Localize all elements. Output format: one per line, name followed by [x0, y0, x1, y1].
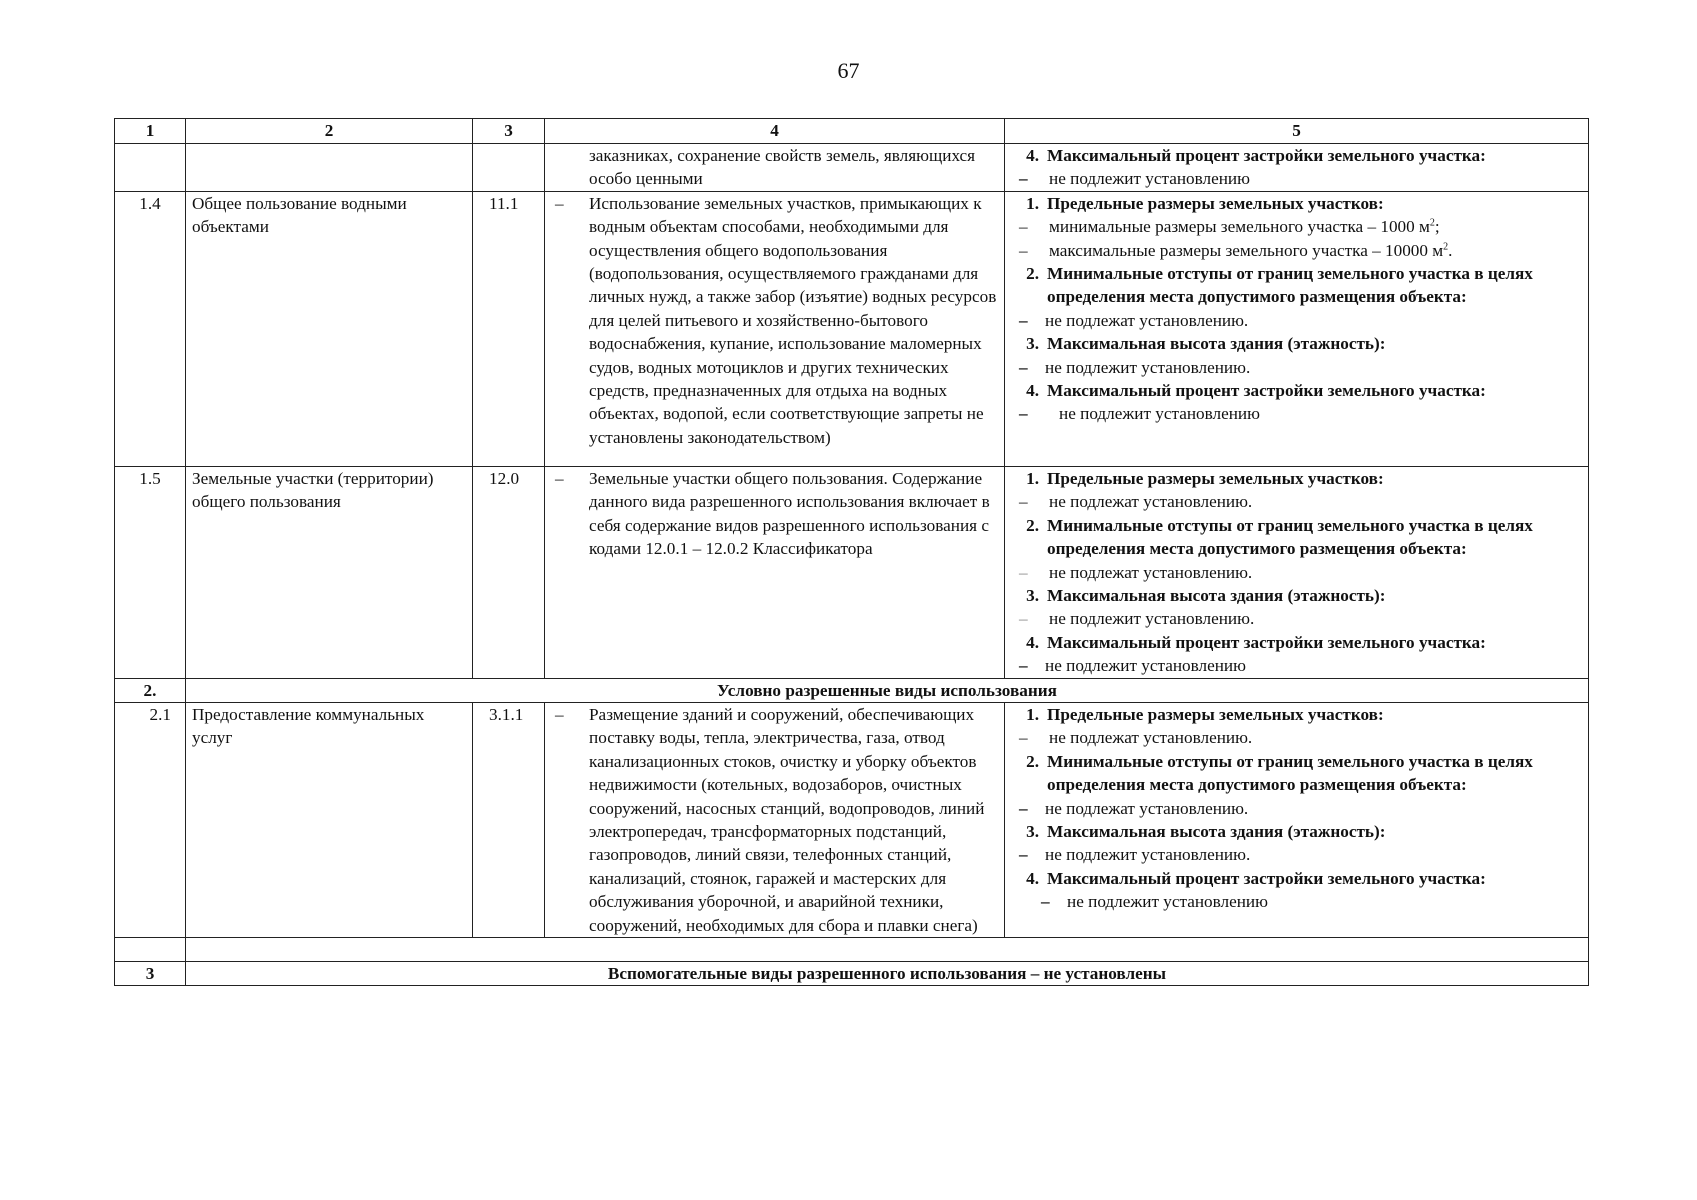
param-heading: Предельные размеры земельных участков: — [1047, 704, 1384, 724]
param-value: не подлежит установлению — [1059, 404, 1260, 424]
dash-mark: – — [1041, 892, 1050, 912]
param-number: 4. — [1026, 632, 1039, 652]
header-col-1: 1 — [115, 119, 186, 144]
param-number: 2. — [1026, 751, 1039, 771]
dash-mark: – — [1019, 656, 1028, 676]
description-text: Размещение зданий и сооружений, обеспечивающих поставку воды, тепла, электричества, газа, отвод канализационных стоков, очистку и уборку объектов недвижимости (котельных, водозаборов, очистных сооружений, насосных станций, водопроводов, линий электропередач, трансформаторных подстанций, газопроводов, линий связи, телефонных станций, канализаций, стоянок, гаражей и мастерских для обслуживания уборочной, и аварийной техники, сооружений, необходимых для сбора и плавки снега) — [589, 704, 985, 935]
section-row — [115, 962, 1589, 986]
row-description — [545, 702, 1005, 937]
row-name: Предоставление коммунальных услуг — [186, 702, 473, 937]
param-heading: Максимальный процент застройки земельного участка: — [1047, 632, 1486, 652]
section-title: Вспомогательные виды разрешенного использования – не установлены — [186, 962, 1589, 986]
dash-mark: – — [1019, 169, 1028, 189]
punctuation: . — [1448, 240, 1453, 260]
dash-mark: – — [1019, 798, 1028, 818]
param-number: 4. — [1026, 381, 1039, 401]
param-value: не подлежат установлению. — [1049, 492, 1253, 512]
description-text: Земельные участки общего пользования. Содержание данного вида разрешенного использования включает в себя содержание видов разрешенного использования с кодами 12.0.1 – 12.0.2 Классификатора — [589, 468, 990, 559]
param-value: не подлежит установлению. — [1045, 845, 1251, 865]
dash-mark: – — [1019, 357, 1028, 377]
superscript: 2 — [1443, 240, 1449, 252]
param-heading: Максимальная высота здания (этажность): — [1047, 821, 1386, 841]
param-number: 1. — [1026, 704, 1039, 724]
row-code — [473, 144, 545, 192]
section-number: 2. — [115, 678, 186, 702]
page-number: 67 — [837, 58, 860, 83]
param-heading: Минимальные отступы от границ земельного участка в целях определения места допустимого размещения объекта: — [1047, 264, 1533, 307]
row-parameters — [1005, 466, 1589, 678]
row-number: 2.1 — [115, 702, 186, 937]
dash-mark: – — [555, 704, 564, 724]
param-number: 4. — [1026, 146, 1039, 165]
row-parameters — [1005, 702, 1589, 937]
dash-mark: – — [1019, 492, 1028, 512]
row-code: 12.0 — [473, 466, 545, 678]
row-number — [115, 144, 186, 192]
row-parameters — [1005, 191, 1589, 466]
table-row — [115, 702, 1589, 937]
row-code: 3.1.1 — [473, 702, 545, 937]
param-heading: Максимальный процент застройки земельного участка: — [1047, 868, 1486, 888]
param-value: не подлежит установлению. — [1049, 609, 1255, 629]
row-number: 1.4 — [115, 191, 186, 466]
section-title: Условно разрешенные виды использования — [186, 678, 1589, 702]
param-heading: Максимальная высота здания (этажность): — [1047, 585, 1386, 605]
header-col-2: 2 — [186, 119, 473, 144]
header-col-5: 5 — [1005, 119, 1589, 144]
blank-row — [115, 938, 1589, 962]
section-row — [115, 678, 1589, 702]
param-value: не подлежат установлению. — [1045, 310, 1249, 330]
param-heading: Максимальный процент застройки земельного участка: — [1047, 381, 1486, 401]
dash-mark: – — [1019, 240, 1028, 260]
row-name: Земельные участки (территории) общего пользования — [186, 466, 473, 678]
param-number: 3. — [1026, 585, 1039, 605]
param-heading: Максимальный процент застройки земельного участка: — [1047, 146, 1486, 165]
dash-mark: – — [1019, 404, 1028, 424]
param-heading: Предельные размеры земельных участков: — [1047, 468, 1384, 488]
param-value: не подлежат установлению. — [1049, 562, 1253, 582]
description-text: заказниках, сохранение свойств земель, являющихся особо ценными — [589, 146, 976, 189]
superscript: 2 — [1429, 217, 1435, 229]
header-col-4: 4 — [545, 119, 1005, 144]
header-row — [115, 119, 1589, 144]
param-heading: Минимальные отступы от границ земельного участка в целях определения места допустимого размещения объекта: — [1047, 751, 1533, 795]
dash-mark: – — [1019, 562, 1028, 582]
param-value: не подлежит установлению. — [1045, 357, 1251, 377]
dash-mark: – — [555, 193, 564, 213]
param-heading: Максимальная высота здания (этажность): — [1047, 334, 1386, 354]
param-value: не подлежат установлению. — [1049, 728, 1253, 748]
table-row — [115, 191, 1589, 466]
row-code: 11.1 — [473, 191, 545, 466]
param-value: не подлежит установлению — [1067, 892, 1268, 912]
dash-mark: – — [1019, 728, 1028, 748]
param-number: 4. — [1026, 868, 1039, 888]
dash-mark: – — [1019, 845, 1028, 865]
land-use-table — [114, 118, 1589, 986]
param-value: не подлежит установлению — [1045, 656, 1246, 676]
row-description — [545, 191, 1005, 466]
dash-mark: – — [1019, 310, 1028, 330]
param-number: 1. — [1026, 193, 1039, 213]
param-value: минимальные размеры земельного участка – 1000 м — [1049, 217, 1430, 237]
param-heading: Предельные размеры земельных участков: — [1047, 193, 1384, 213]
table-row — [115, 144, 1589, 192]
row-description — [545, 466, 1005, 678]
dash-mark: – — [1019, 609, 1028, 629]
table-row — [115, 466, 1589, 678]
header-col-3: 3 — [473, 119, 545, 144]
param-value: не подлежат установлению. — [1045, 798, 1249, 818]
param-number: 2. — [1026, 264, 1039, 284]
description-text: Использование земельных участков, примыкающих к водным объектам способами, необходимыми для осуществления общего водопользования (водопользования, осуществляемого гражданами для личных нужд, а также забор (изъятие) водных ресурсов для целей питьевого и хозяйственно-бытового водоснабжения, купание, использование маломерных судов, водных мотоциклов и других технических средств, предназначенных для отдыха на водных объектах, водопой, если соответствующие запреты не установлены законодательством) — [589, 193, 997, 447]
row-name: Общее пользование водными объектами — [186, 191, 473, 466]
param-heading: Минимальные отступы от границ земельного участка в целях определения места допустимого размещения объекта: — [1047, 515, 1533, 559]
dash-mark: – — [1019, 217, 1028, 237]
blank-cell — [186, 938, 1589, 962]
param-value: не подлежит установлению — [1049, 169, 1250, 189]
row-number: 1.5 — [115, 466, 186, 678]
param-number: 3. — [1026, 821, 1039, 841]
param-number: 2. — [1026, 515, 1039, 535]
param-number: 1. — [1026, 468, 1039, 488]
param-value: максимальные размеры земельного участка – 10000 м — [1049, 240, 1444, 260]
row-parameters — [1005, 144, 1589, 192]
blank-cell — [115, 938, 186, 962]
row-name — [186, 144, 473, 192]
param-number: 3. — [1026, 334, 1039, 354]
row-description — [545, 144, 1005, 192]
section-number: 3 — [115, 962, 186, 986]
punctuation: ; — [1434, 217, 1440, 237]
dash-mark: – — [555, 468, 564, 488]
